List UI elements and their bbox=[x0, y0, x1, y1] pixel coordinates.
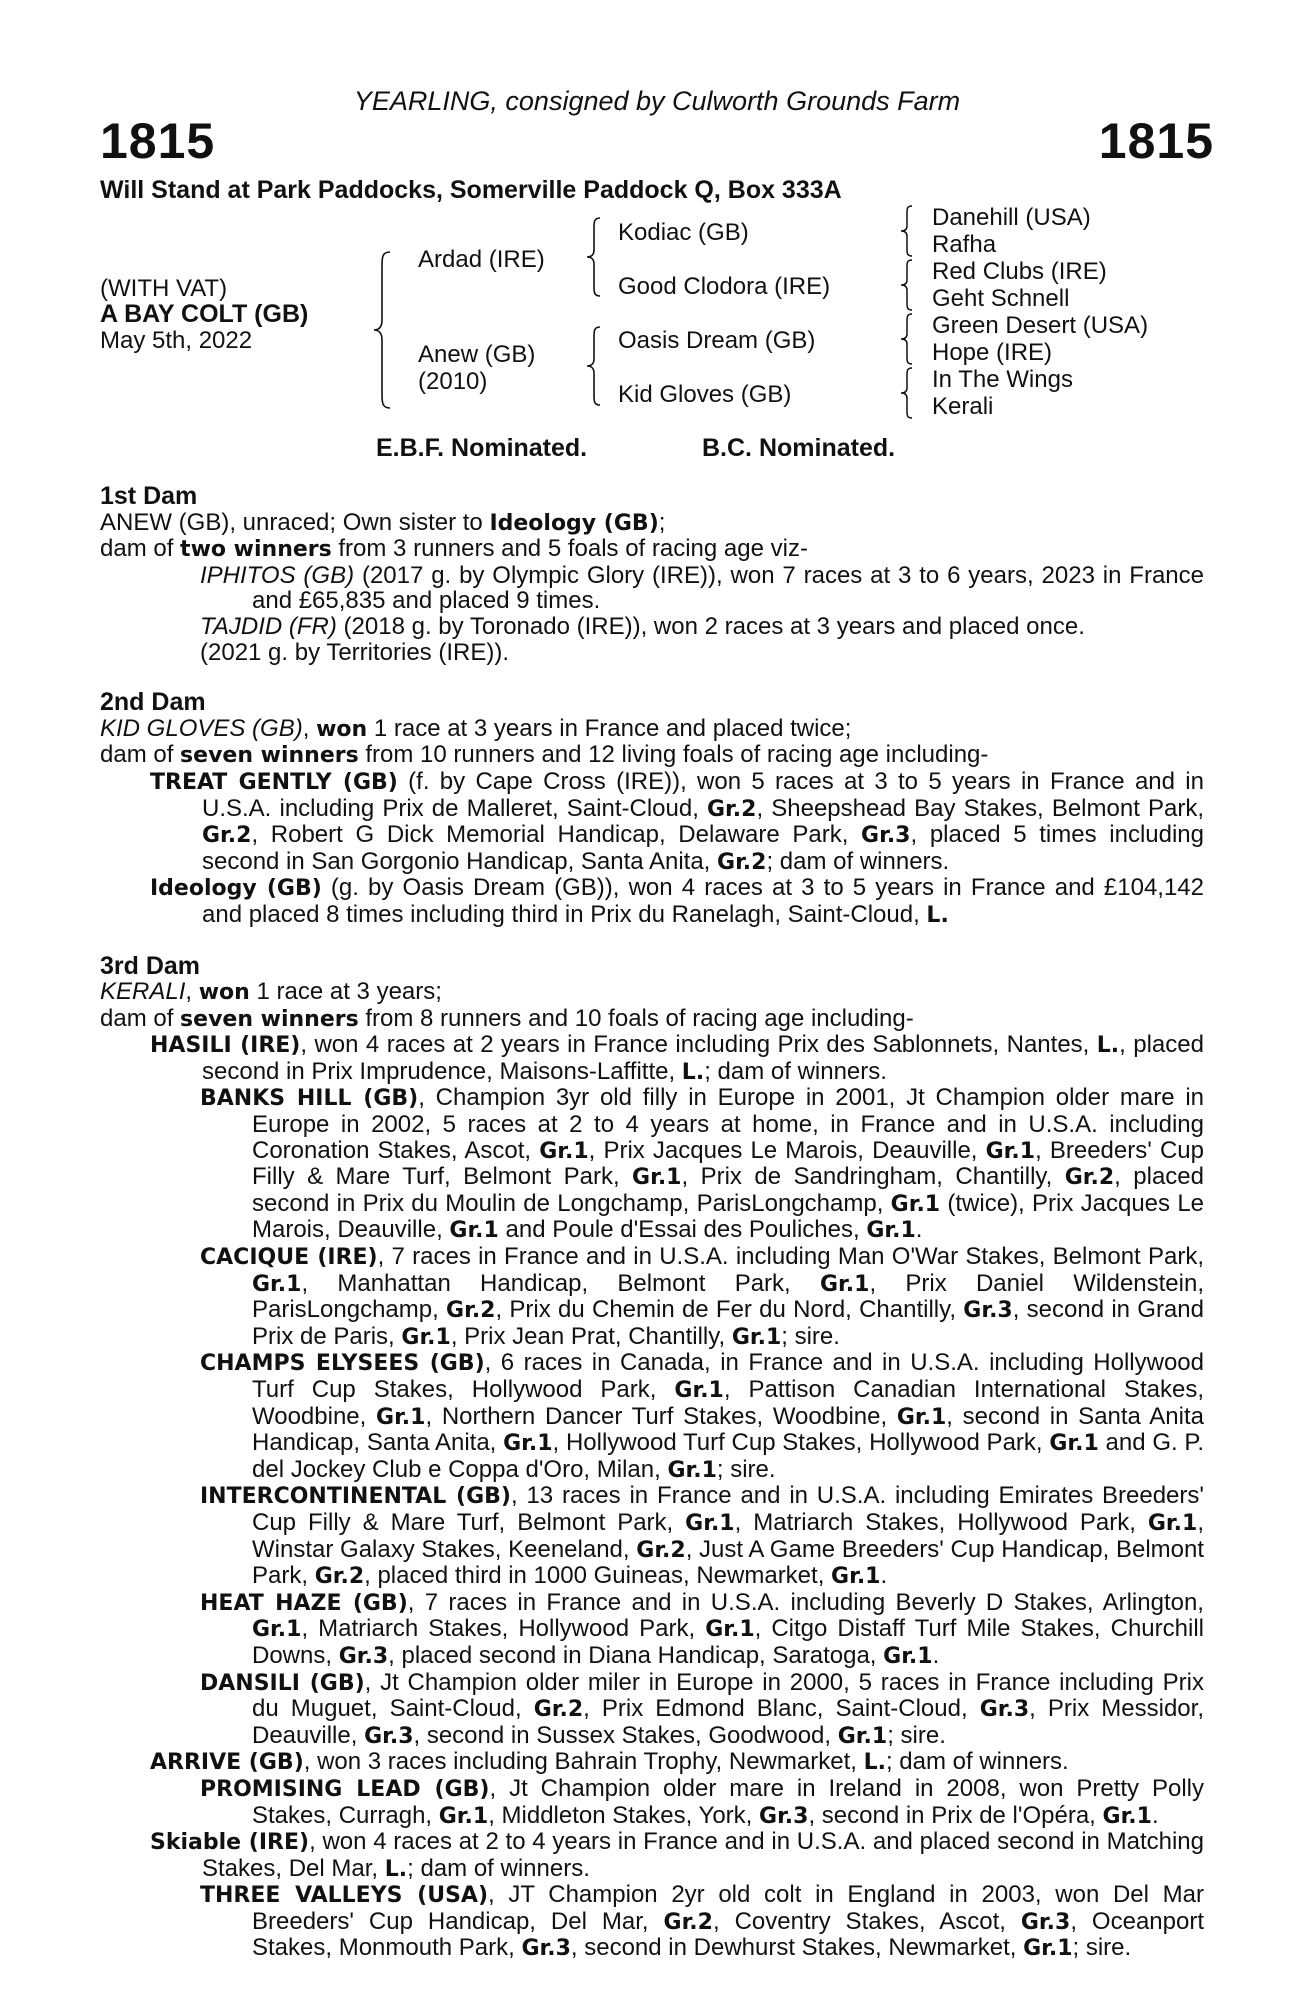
ancestor-6: Hope (IRE) bbox=[932, 339, 1053, 366]
foaling-date: May 5th, 2022 bbox=[100, 327, 253, 354]
ancestor-2: Rafha bbox=[932, 231, 997, 258]
sire-dam: Good Clodora (IRE) bbox=[618, 273, 831, 300]
produce-intercontinental: INTERCONTINENTAL (GB), 13 races in France and in U.S.A. including Emirates Breeders' Cup Filly & Mare Turf, Belmont Park, Gr.1, Matriarch Stakes, Hollywood Park, Gr.1, Winstar Galaxy Stakes, Keeneland, Gr.2, Just A Game Breeders' Cup Handicap, Belmont Park, Gr.2, placed third in 1000 Guineas, Newmarket, Gr.1. bbox=[200, 1482, 1205, 1590]
sire-name: Ardad (IRE) bbox=[418, 246, 545, 273]
produce-cacique: CACIQUE (IRE), 7 races in France and in U.S.A. including Man O'War Stakes, Belmont Park, Gr.1, Manhattan Handicap, Belmont Park, Gr.1, Prix Daniel Wildenstein, ParisLongchamp, Gr.2, Prix du Chemin de Fer du Nord, Chantilly, Gr.3, second in Grand Prix de Paris, Gr.1, Prix Jean Prat, Chantilly, Gr.1; sire. bbox=[200, 1243, 1205, 1350]
ancestor-8: Kerali bbox=[932, 393, 994, 420]
produce-2021: (2021 g. by Territories (IRE)). bbox=[200, 638, 509, 666]
ancestor-5: Green Desert (USA) bbox=[932, 312, 1149, 339]
lot-number-left: 1815 bbox=[100, 113, 216, 169]
third-dam-produce-summary: dam of seven winners from 8 runners and 10 foals of racing age including- bbox=[100, 1004, 914, 1032]
brace-g3 bbox=[898, 312, 916, 366]
vat-note: (WITH VAT) bbox=[100, 275, 228, 302]
second-dam-line: KID GLOVES (GB), won 1 race at 3 years in France and placed twice; bbox=[100, 714, 852, 742]
brace-g1 bbox=[898, 204, 916, 258]
sire-sire: Kodiac (GB) bbox=[618, 219, 749, 246]
produce-ideology: Ideology (GB) (g. by Oasis Dream (GB)), won 4 races at 3 to 5 years in France and £104,142 and placed 8 times including third in Prix du Ranelagh, Saint-Cloud, L. bbox=[150, 874, 1205, 928]
produce-tajdid: TAJDID (FR) (2018 g. by Toronado (IRE)), won 2 races at 3 years and placed once. bbox=[200, 612, 1085, 640]
horse-name: A BAY COLT (GB) bbox=[100, 300, 309, 328]
bc-nomination: B.C. Nominated. bbox=[702, 434, 896, 462]
brace-g2 bbox=[898, 258, 916, 312]
brace-dam bbox=[584, 325, 604, 407]
produce-heat-haze: HEAT HAZE (GB), 7 races in France and in U.S.A. including Beverly D Stakes, Arlington, Gr.1, Matriarch Stakes, Hollywood Park, Gr.1, Citgo Distaff Turf Mile Stakes, Churchill Downs, Gr.3, placed second in Diana Handicap, Saratoga, Gr.1. bbox=[200, 1588, 1204, 1669]
produce-champs-elysees: CHAMPS ELYSEES (GB), 6 races in Canada, in France and in U.S.A. including Hollywood Turf Cup Stakes, Hollywood Park, Gr.1, Pattison Canadian International Stakes, Woodbine, Gr.1, Northern Dancer Turf Stakes, Woodbine, Gr.1, second in Santa Anita Handicap, Santa Anita, Gr.1, Hollywood Turf Cup Stakes, Hollywood Park, Gr.1 and G. P. del Jockey Club e Coppa d'Oro, Milan, Gr.1; sire. bbox=[200, 1349, 1205, 1483]
ebf-nomination: E.B.F. Nominated. bbox=[376, 434, 588, 462]
dam-year: (2010) bbox=[418, 368, 488, 395]
stand-info: Will Stand at Park Paddocks, Somerville Paddock Q, Box 333A bbox=[100, 176, 842, 204]
dam-name: Anew (GB) bbox=[418, 341, 536, 368]
produce-arrive: ARRIVE (GB), won 3 races including Bahrain Trophy, Newmarket, L.; dam of winners. bbox=[150, 1748, 1069, 1776]
third-dam-line: KERALI, won 1 race at 3 years; bbox=[100, 978, 442, 1006]
ancestor-3: Red Clubs (IRE) bbox=[932, 258, 1107, 285]
first-dam-heading: 1st Dam bbox=[100, 482, 198, 510]
ancestor-4: Geht Schnell bbox=[932, 285, 1070, 312]
second-dam-produce-summary: dam of seven winners from 10 runners and 12 living foals of racing age including- bbox=[100, 741, 989, 769]
produce-promising-lead: PROMISING LEAD (GB), Jt Champion older mare in Ireland in 2008, won Pretty Polly Stakes, Curragh, Gr.1, Middleton Stakes, York, Gr.3, second in Prix de l'Opéra, Gr.1. bbox=[200, 1774, 1205, 1829]
third-dam-heading: 3rd Dam bbox=[100, 951, 201, 980]
catalogue-body bbox=[100, 484, 1204, 1962]
dam-sire: Oasis Dream (GB) bbox=[618, 327, 816, 354]
produce-banks-hill: BANKS HILL (GB), Champion 3yr old filly in Europe in 2001, Jt Champion older mare in Europe in 2002, 5 races at 2 to 4 years at home, in France and in U.S.A. including Coronation Stakes, Ascot, Gr.1, Prix Jacques Le Marois, Deauville, Gr.1, Breeders' Cup Filly & Mare Turf, Belmont Park, Gr.1, Prix de Sandringham, Chantilly, Gr.2, placed second in Prix du Moulin de Longchamp, ParisLongchamp, Gr.1 (twice), Prix Jacques Le Marois, Deauville, Gr.1 and Poule d'Essai des Pouliches, Gr.1. bbox=[200, 1084, 1205, 1244]
dam-dam: Kid Gloves (GB) bbox=[618, 381, 792, 408]
produce-dansili: DANSILI (GB), Jt Champion older miler in Europe in 2000, 5 races in France including Prix du Muguet, Saint-Cloud, Gr.2, Prix Edmond Blanc, Saint-Cloud, Gr.3, Prix Messidor, Deauville, Gr.3, second in Sussex Stakes, Goodwood, Gr.1; sire. bbox=[200, 1668, 1205, 1749]
produce-treat-gently: TREAT GENTLY (GB) (f. by Cape Cross (IRE)), won 5 races at 3 to 5 years in France and in U.S.A. including Prix de Malleret, Saint-Cloud, Gr.2, Sheepshead Bay Stakes, Belmont Park, Gr.2, Robert G Dick Memorial Handicap, Delaware Park, Gr.3, placed 5 times including second in San Gorgonio Handicap, Santa Anita, Gr.2; dam of winners. bbox=[150, 767, 1205, 875]
produce-iphitos: IPHITOS (GB) (2017 g. by Olympic Glory (IRE)), won 7 races at 3 to 6 years, 2023 in France and £65,835 and placed 9 times. bbox=[200, 561, 1205, 615]
produce-hasili: HASILI (IRE), won 4 races at 2 years in France including Prix des Sablonnets, Nantes, L., placed second in Prix Imprudence, Maisons-Laffitte, L.; dam of winners. bbox=[150, 1031, 1204, 1085]
produce-skiable: Skiable (IRE), won 4 races at 2 to 4 years in France and in U.S.A. and placed second in Matching Stakes, Del Mar, L.; dam of winners. bbox=[150, 1828, 1204, 1882]
brace-sire bbox=[584, 216, 604, 298]
ancestor-7: In The Wings bbox=[932, 366, 1073, 393]
first-dam-line: ANEW (GB), unraced; Own sister to Ideology (GB); bbox=[100, 508, 666, 536]
ancestor-1: Danehill (USA) bbox=[932, 204, 1091, 231]
first-dam-produce-summary: dam of two winners from 3 runners and 5 foals of racing age viz- bbox=[100, 535, 808, 563]
lot-number-right: 1815 bbox=[1098, 113, 1214, 169]
consignment-line: YEARLING, consigned by Culworth Grounds Farm bbox=[353, 86, 961, 116]
produce-three-valleys: THREE VALLEYS (USA), JT Champion 2yr old colt in England in 2003, won Del Mar Breeders' Cup Handicap, Del Mar, Gr.2, Coventry Stakes, Ascot, Gr.3, Oceanport Stakes, Monmouth Park, Gr.3, second in Dewhurst Stakes, Newmarket, Gr.1; sire. bbox=[200, 1881, 1204, 1962]
brace-main bbox=[372, 250, 394, 410]
second-dam-heading: 2nd Dam bbox=[100, 688, 206, 717]
brace-g4 bbox=[898, 366, 916, 420]
